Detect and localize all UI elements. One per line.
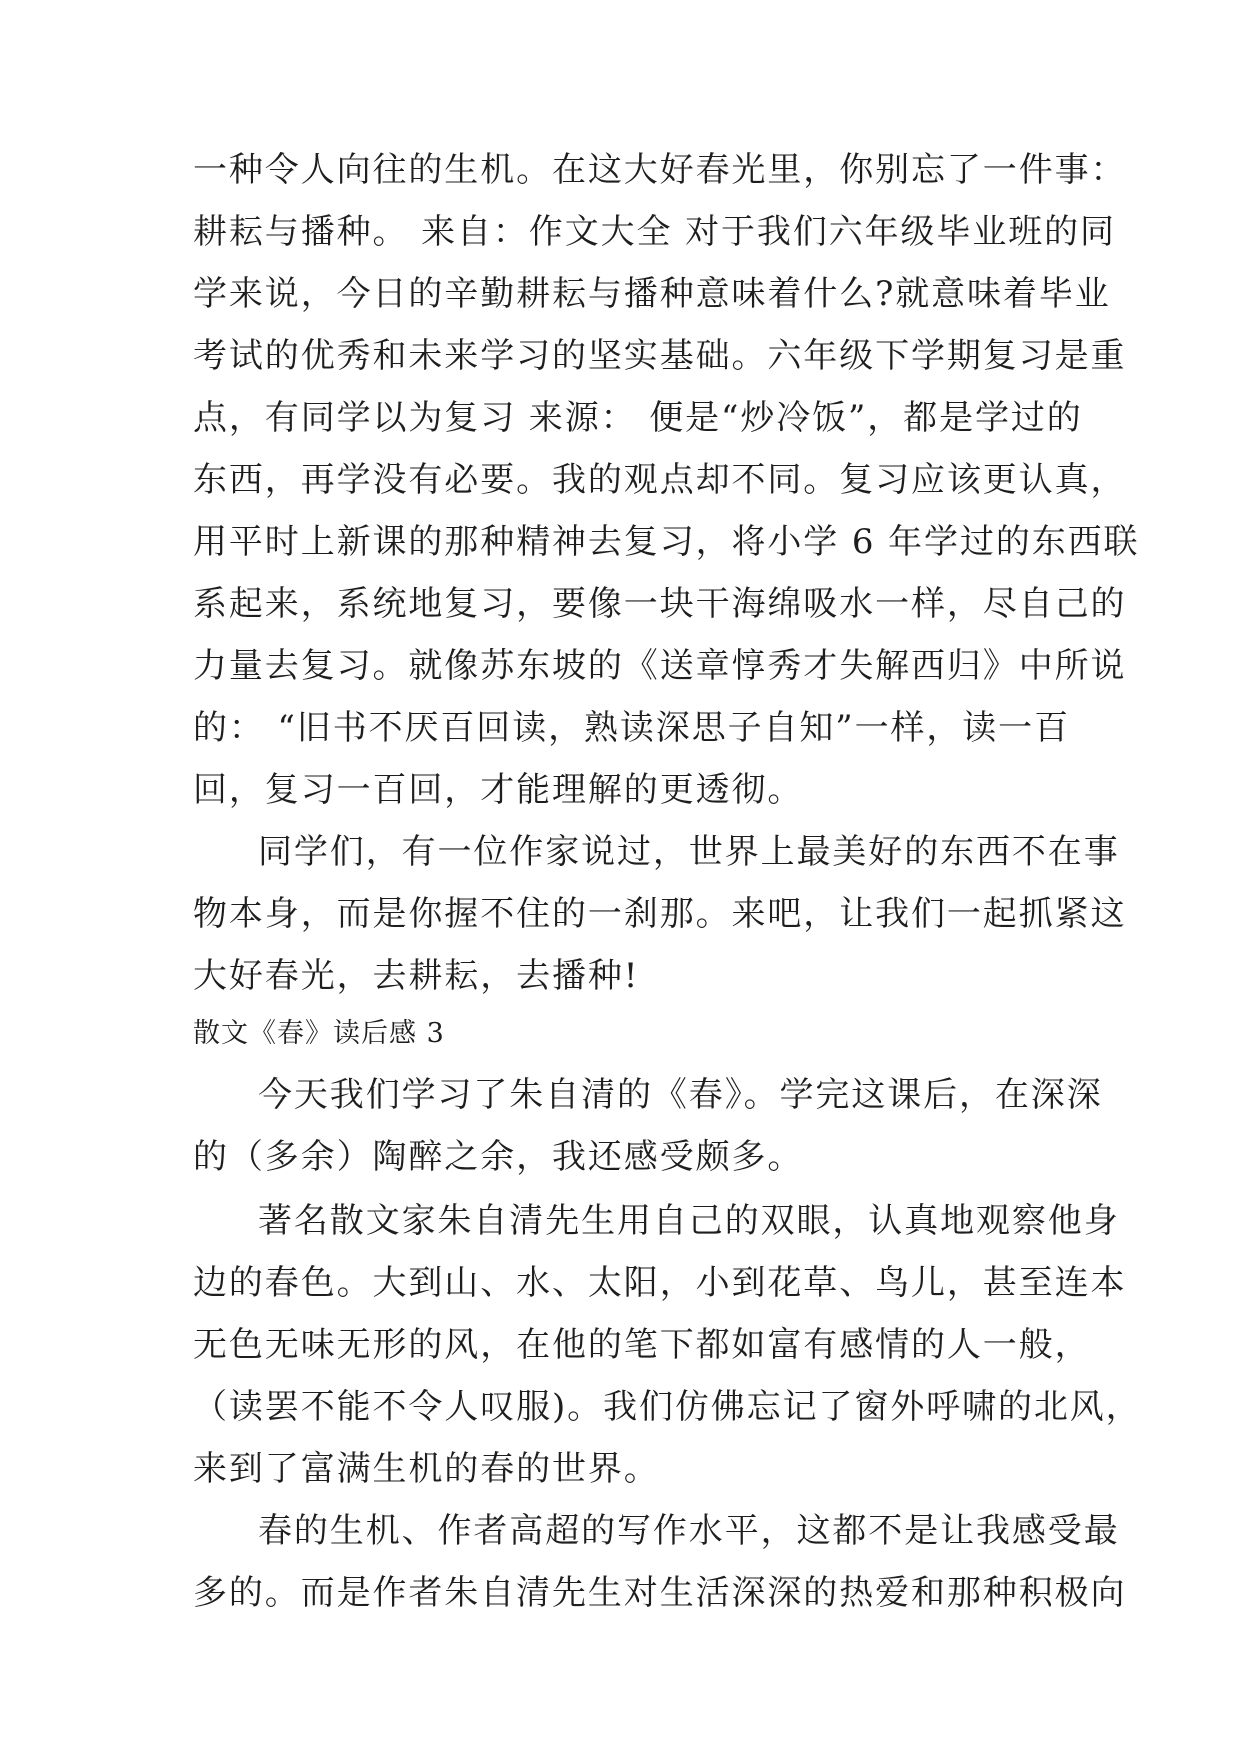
text-line: 学来说，今日的辛勤耕耘与播种意味着什么?就意味着毕业 <box>193 274 1111 314</box>
text-line: 考试的优秀和未来学习的坚实基础。六年级下学期复习是重 <box>193 336 1127 376</box>
text-line: 同学们，有一位作家说过，世界上最美好的东西不在事 <box>258 832 1120 872</box>
text-line: 大好春光，去耕耘，去播种! <box>193 956 640 996</box>
text-line: 春的生机、作者高超的写作水平，这都不是让我感受最 <box>258 1511 1120 1551</box>
text-line: 边的春色。大到山、水、太阳，小到花草、鸟儿，甚至连本 <box>193 1263 1127 1303</box>
text-line: 用平时上新课的那种精神去复习，将小学 6 年学过的东西联 <box>193 522 1140 562</box>
text-line: 来到了富满生机的春的世界。 <box>193 1449 660 1489</box>
text-line: 一种令人向往的生机。在这大好春光里，你别忘了一件事： <box>193 150 1127 190</box>
text-line: 点，有同学以为复习 来源： 便是“炒冷饭”，都是学过的 <box>193 398 1083 438</box>
text-line: （读罢不能不令人叹服)。我们仿佛忘记了窗外呼啸的北风， <box>193 1387 1142 1427</box>
text-line: 的： “旧书不厌百回读，熟读深思子自知”一样，读一百 <box>193 708 1070 748</box>
text-line: 多的。而是作者朱自清先生对生活深深的热爱和那种积极向 <box>193 1573 1127 1613</box>
text-line: 力量去复习。就像苏东坡的《送章惇秀才失解西归》中所说 <box>193 646 1127 686</box>
text-line: 耕耘与播种。 来自：作文大全 对于我们六年级毕业班的同 <box>193 212 1116 252</box>
text-line: 回，复习一百回，才能理解的更透彻。 <box>193 770 804 810</box>
text-line: 著名散文家朱自清先生用自己的双眼，认真地观察他身 <box>258 1201 1120 1241</box>
section-heading: 散文《春》读后感 3 <box>193 1018 445 1049</box>
text-line: 今天我们学习了朱自清的《春》。学完这课后，在深深 <box>258 1075 1103 1115</box>
text-line: 东西，再学没有必要。我的观点却不同。复习应该更认真， <box>193 460 1127 500</box>
text-line: 无色无味无形的风，在他的笔下都如富有感情的人一般， <box>193 1325 1091 1365</box>
text-line: 的（多余）陶醉之余，我还感受颇多。 <box>193 1137 804 1177</box>
text-line: 系起来，系统地复习，要像一块干海绵吸水一样，尽自己的 <box>193 584 1127 624</box>
text-line: 物本身，而是你握不住的一刹那。来吧，让我们一起抓紧这 <box>193 894 1127 934</box>
